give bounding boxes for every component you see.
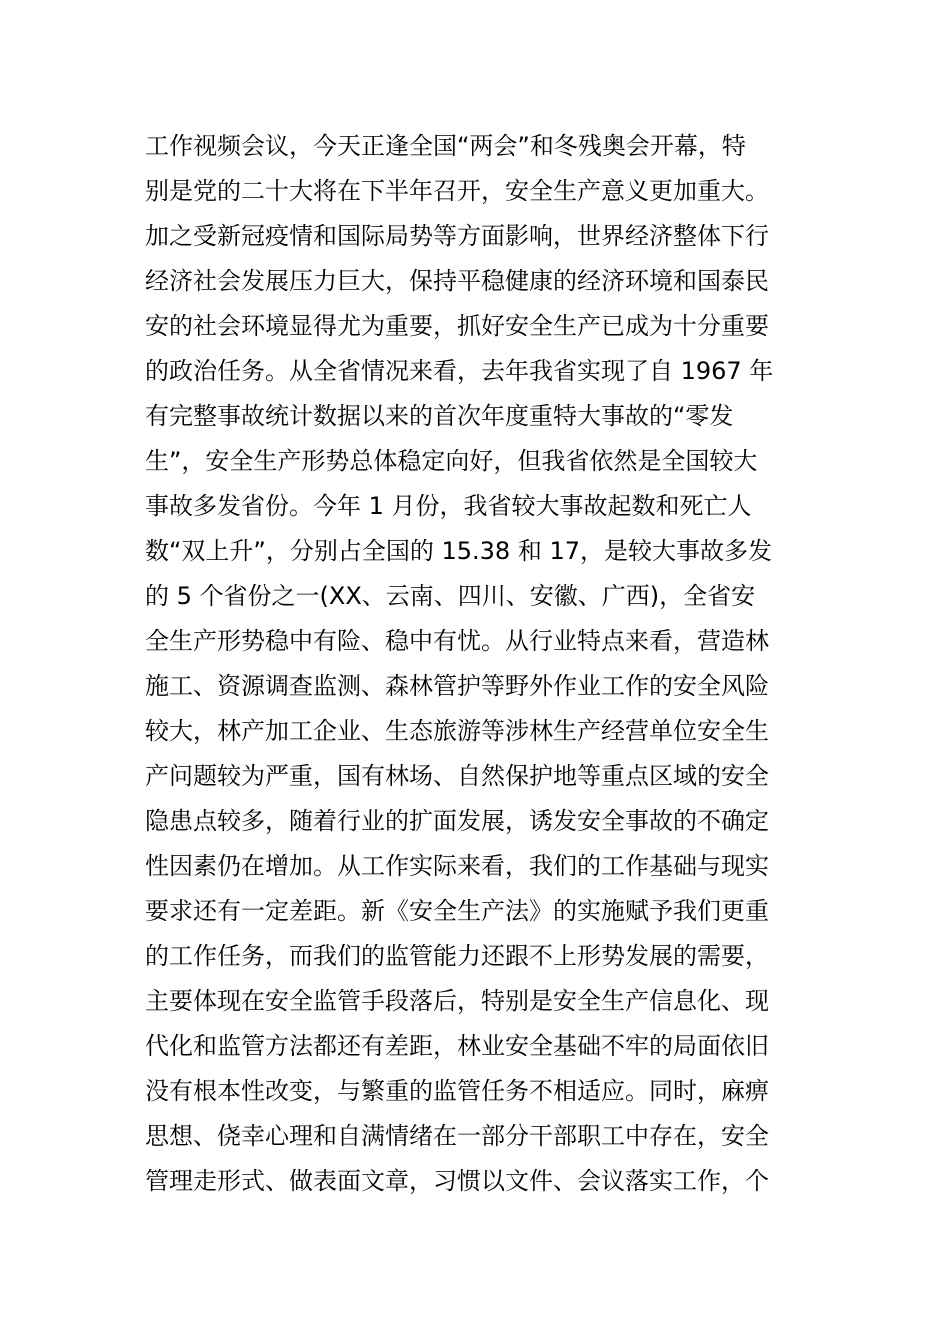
text-line: 经济社会发展压力巨大，保持平稳健康的经济环境和国泰民 (145, 267, 769, 295)
text-line: 的工作任务，而我们的监管能力还跟不上形势发展的需要， (145, 942, 769, 970)
text-line: 管理走形式、做表面文章，习惯以文件、会议落实工作，个 (145, 1167, 769, 1195)
text-line: 生”，安全生产形势总体稳定向好，但我省依然是全国较大 (145, 447, 758, 475)
text-line: 要求还有一定差距。新《安全生产法》的实施赋予我们更重 (145, 897, 769, 925)
text-line: 有完整事故统计数据以来的首次年度重特大事故的“零发 (145, 402, 734, 430)
text-line: 性因素仍在增加。从工作实际来看，我们的工作基础与现实 (145, 852, 769, 880)
text-line: 全生产形势稳中有险、稳中有忧。从行业特点来看，营造林 (145, 627, 769, 655)
text-line: 没有根本性改变，与繁重的监管任务不相适应。同时，麻痹 (145, 1077, 769, 1105)
text-line: 施工、资源调查监测、森林管护等野外作业工作的安全风险 (145, 672, 769, 700)
text-line: 思想、侥幸心理和自满情绪在一部分干部职工中存在，安全 (145, 1122, 769, 1150)
text-line: 主要体现在安全监管手段落后，特别是安全生产信息化、现 (145, 987, 769, 1015)
text-line: 数“双上升”，分别占全国的 15.38 和 17，是较大事故多发 (145, 537, 772, 565)
text-line: 的 5 个省份之一(XX、云南、四川、安徽、广西)，全省安 (145, 582, 756, 610)
text-line: 代化和监管方法都还有差距，林业安全基础不牢的局面依旧 (145, 1032, 769, 1060)
text-line: 的政治任务。从全省情况来看，去年我省实现了自 1967 年 (145, 357, 774, 385)
text-line: 产问题较为严重，国有林场、自然保护地等重点区域的安全 (145, 762, 769, 790)
text-line: 工作视频会议，今天正逢全国“两会”和冬残奥会开幕，特 (145, 132, 746, 160)
text-line: 安的社会环境显得尤为重要，抓好安全生产已成为十分重要 (145, 312, 769, 340)
text-line: 事故多发省份。今年 1 月份，我省较大事故起数和死亡人 (145, 492, 752, 520)
body-text (145, 124, 815, 1204)
text-line: 隐患点较多，随着行业的扩面发展，诱发安全事故的不确定 (145, 807, 769, 835)
text-line: 较大，林产加工企业、生态旅游等涉林生产经营单位安全生 (145, 717, 769, 745)
text-line: 别是党的二十大将在下半年召开，安全生产意义更加重大。 (145, 177, 769, 205)
text-line: 加之受新冠疫情和国际局势等方面影响，世界经济整体下行 (145, 222, 769, 250)
